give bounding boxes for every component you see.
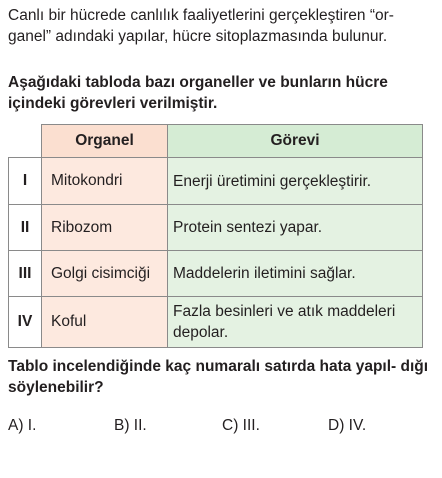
- header-organel: Organel: [42, 125, 168, 158]
- row-number: IV: [9, 297, 42, 348]
- question-text: Tablo incelendiğinde kaç numaralı satırda hata yapıl- dığı söylenebilir?: [8, 358, 429, 396]
- row-number: I: [9, 158, 42, 205]
- option-a[interactable]: A) I.: [8, 417, 37, 434]
- gorev-cell: Protein sentezi yapar.: [168, 205, 423, 251]
- row-number: II: [9, 205, 42, 251]
- option-d[interactable]: D) IV.: [328, 417, 367, 434]
- intro-text: Canlı bir hücrede canlılık faaliyetlerini gerçekleştiren “or- ganel” adındaki yapılar, hücre sitoplazmasında bulunur.: [8, 7, 394, 45]
- organel-cell: Ribozom: [42, 205, 168, 251]
- table-row: [9, 297, 423, 348]
- table-row: [9, 158, 423, 205]
- organel-cell: Mitokondri: [42, 158, 168, 205]
- table-row: [9, 205, 423, 251]
- gorev-cell: Fazla besinleri ve atık maddeleri depolar.: [168, 297, 423, 348]
- option-c[interactable]: C) III.: [222, 417, 260, 434]
- table-row: [9, 251, 423, 297]
- organel-cell: Koful: [42, 297, 168, 348]
- header-blank-cell: [9, 125, 42, 158]
- table-prompt: Aşağıdaki tabloda bazı organeller ve bunların hücre içindeki görevleri verilmiştir.: [8, 74, 388, 112]
- organel-cell: Golgi cisimciği: [42, 251, 168, 297]
- option-b[interactable]: B) II.: [114, 417, 147, 434]
- organelle-table: [8, 124, 423, 348]
- row-number: III: [9, 251, 42, 297]
- header-gorev: Görevi: [168, 125, 423, 158]
- table-header-row: [9, 125, 423, 158]
- gorev-cell: Enerji üretimini gerçekleştirir.: [168, 158, 423, 205]
- gorev-cell: Maddelerin iletimini sağlar.: [168, 251, 423, 297]
